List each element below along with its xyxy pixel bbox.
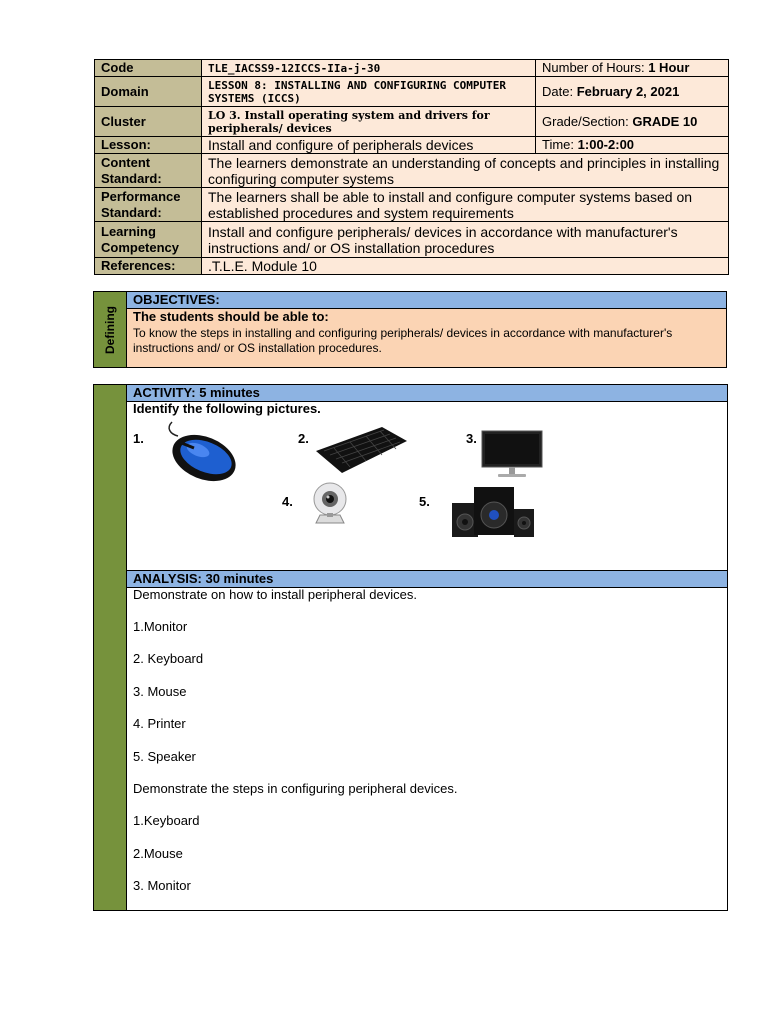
config-item-2: 2.Mouse <box>133 846 183 861</box>
lesson-value: Install and configure of peripherals devices <box>202 137 536 154</box>
row-references <box>95 258 729 275</box>
config-item-3: 3. Monitor <box>133 878 191 893</box>
domain-label: Domain <box>95 77 202 107</box>
webcam-icon <box>306 481 354 534</box>
content-standard-value: The learners demonstrate an understanding of concepts and principles in installing configuring computer systems <box>202 154 729 188</box>
row-cluster <box>95 107 729 137</box>
objectives-section <box>93 291 727 368</box>
picture-number-5: 5. <box>419 494 430 509</box>
time-cell <box>536 137 729 154</box>
lesson-info-table <box>94 59 729 275</box>
objectives-heading: OBJECTIVES: <box>127 292 726 309</box>
activity-heading: ACTIVITY: 5 minutes <box>127 384 727 402</box>
install-intro: Demonstrate on how to install peripheral devices. <box>133 587 417 602</box>
install-item-5: 5. Speaker <box>133 749 196 764</box>
picture-number-2: 2. <box>298 431 309 446</box>
hours-value: 1 Hour <box>648 60 690 75</box>
mouse-icon <box>164 418 244 487</box>
row-content-standard <box>95 154 729 188</box>
grade-value: GRADE 10 <box>632 113 698 129</box>
performance-standard-label: Performance Standard: <box>95 188 202 222</box>
performance-standard-value: The learners shall be able to install and configure computer systems based on established procedures and system requirements <box>202 188 729 222</box>
objectives-side-bar <box>94 292 127 367</box>
learning-competency-value: Install and configure peripherals/ devices in accordance with manufacturer's instructions and/ or OS installation procedures <box>202 222 729 258</box>
hours-cell <box>536 60 729 77</box>
references-value: .T.L.E. Module 10 <box>202 258 729 275</box>
row-code <box>95 60 729 77</box>
objectives-body <box>127 309 726 367</box>
date-value: February 2, 2021 <box>576 83 680 99</box>
defining-label: Defining <box>103 306 117 354</box>
objectives-lead: The students should be able to: <box>133 309 329 324</box>
code-value: TLE_IACSS9-12ICCS-IIa-j-30 <box>202 60 536 77</box>
config-intro: Demonstrate the steps in configuring peripheral devices. <box>133 781 458 796</box>
config-item-1: 1.Keyboard <box>133 813 200 828</box>
analysis-heading: ANALYSIS: 30 minutes <box>127 570 727 588</box>
row-performance-standard <box>95 188 729 222</box>
code-label: Code <box>95 60 202 77</box>
grade-cell <box>536 107 729 137</box>
objectives-text: To know the steps in installing and configuring peripherals/ devices in accordance with manufacturer's instructions and/ or OS installation procedures. <box>133 326 673 355</box>
references-label: References: <box>95 258 202 275</box>
time-value: 1:00-2:00 <box>577 137 635 152</box>
activity-instruction: Identify the following pictures. <box>133 401 321 416</box>
grade-label: Grade/Section: <box>542 113 629 129</box>
speaker-icon <box>450 485 536 544</box>
learning-competency-label: Learning Competency <box>95 222 202 258</box>
hours-label: Number of Hours: <box>542 60 645 75</box>
install-item-2: 2. Keyboard <box>133 651 204 666</box>
install-item-4: 4. Printer <box>133 716 186 731</box>
content-standard-label: Content Standard: <box>95 154 202 188</box>
lesson-label: Lesson: <box>95 137 202 154</box>
keyboard-icon <box>314 425 409 482</box>
row-learning-competency <box>95 222 729 258</box>
time-label: Time: <box>542 137 575 152</box>
install-item-3: 3. Mouse <box>133 684 187 699</box>
domain-value: LESSON 8: INSTALLING AND CONFIGURING COMPUTER SYSTEMS (ICCS) <box>202 77 536 107</box>
row-domain <box>95 77 729 107</box>
cluster-label: Cluster <box>95 107 202 137</box>
picture-number-4: 4. <box>282 494 293 509</box>
cluster-value: LO 3. Install operating system and drivers for peripherals/ devices <box>202 107 536 137</box>
row-lesson <box>95 137 729 154</box>
monitor-icon <box>480 429 544 484</box>
picture-number-3: 3. <box>466 431 477 446</box>
install-item-1: 1.Monitor <box>133 619 188 634</box>
date-cell <box>536 77 729 107</box>
picture-number-1: 1. <box>133 431 144 446</box>
activity-side-bar <box>94 385 127 910</box>
activity-section <box>93 384 728 911</box>
date-label: Date: <box>542 83 574 99</box>
